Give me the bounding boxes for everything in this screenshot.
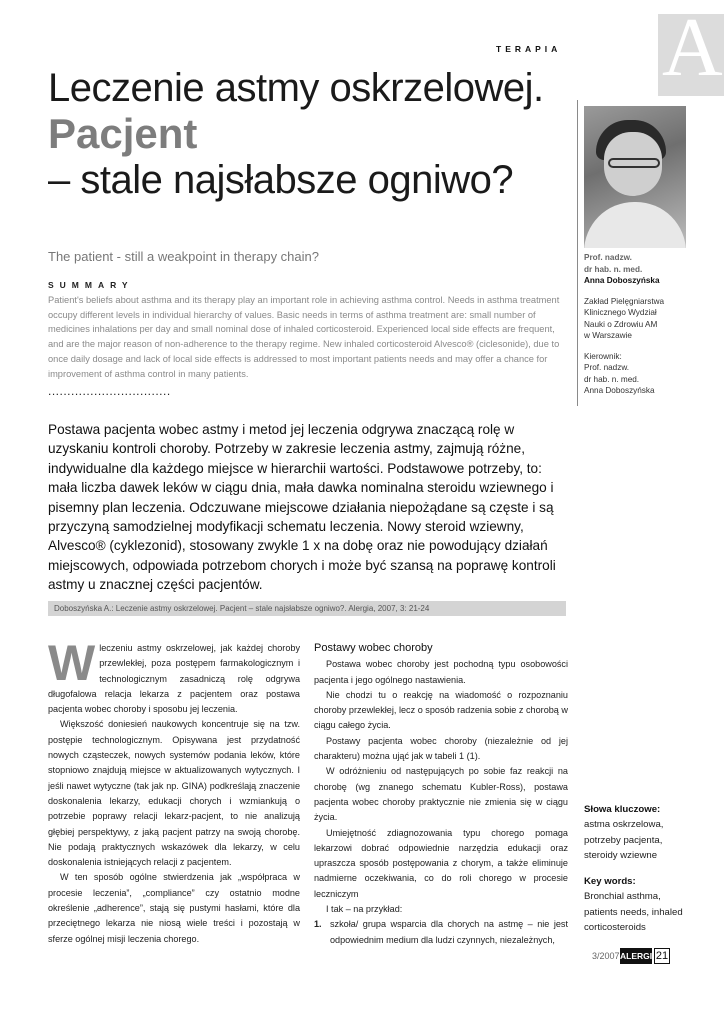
list-item (314, 917, 568, 948)
keywords-pl-heading: Słowa kluczowe: (584, 804, 661, 815)
author-photo (584, 106, 686, 248)
body-paragraph: Umiejętność zdiagnozowania typu chorego pomaga lekarzowi dobrać odpowiednie narzędzia edukacji oraz upraszcza sposób postępowania z chorym, a także eliminuje nadmierne oczekiwania, co do roli chorego w procesie leczniczym (314, 827, 568, 899)
keyword: Bronchial asthma, (584, 891, 661, 903)
sidebar-divider (577, 100, 578, 406)
issue-number: 3/2007 (592, 951, 620, 961)
page-number: 21 (655, 950, 669, 962)
head-label: Kierownik: (584, 351, 622, 361)
section-letter: A (662, 14, 723, 94)
author-title-2: dr hab. n. med. (584, 264, 643, 274)
author-name: Anna Doboszyńska (584, 276, 660, 285)
title-line-1: Leczenie astmy oskrzelowej. (48, 66, 544, 110)
photo-glasses (608, 158, 660, 168)
body-paragraph: Nie chodzi tu o reakcję na wiadomość o rozpoznaniu choroby przewlekłej, lecz o sposób radzenia sobie z chorobą w ciągu całego życia. (314, 689, 568, 731)
summary-dots: ................................ (48, 384, 171, 398)
affiliation-line: Klinicznego Wydział (584, 308, 657, 317)
keywords-box (584, 802, 694, 935)
body-column-2 (314, 641, 568, 948)
list-number: 1. (314, 919, 322, 930)
title-line-3: – stale najsłabsze ogniwo? (48, 158, 514, 202)
body-paragraph: Większość doniesień naukowych koncentruje się na tzw. postępie technologicznym. Opisywana jest przydatność nowych cząsteczek, nowych systemów podania leków, które stopniowo znajdują miejsce w aktualizowanych wytycznych. I jeśli nawet wytyczne (tak jak np. GINA) podkreślają znaczenie doskonalenia lekarzy, edukacji chorych i wzmiankują o potrzebie poprawy relacji lekarz-pacjent, to nie analizują głębiej perspektywy, z jaką pacjent patrzy na swoją chorobę. Nie podają praktycznych wskazówek dla lekarzy, w celu doskonalenia istniejących relacji z pacjentem. (48, 719, 300, 868)
citation-bar: Doboszyńska A.: Leczenie astmy oskrzelowej. Pacjent – stale najsłabsze ogniwo?. Alergia, 2007, 3: 21-24 (48, 601, 566, 616)
page-footer (584, 948, 686, 964)
affiliation-line: Zakład Pielęgniarstwa (584, 296, 665, 306)
keyword: potrzeby pacjenta, (584, 834, 663, 846)
head-line: Prof. nadzw. (584, 363, 630, 372)
section-heading: Postawy wobec choroby (314, 642, 433, 654)
head-line: Anna Doboszyńska (584, 386, 655, 395)
article-title (48, 68, 568, 200)
keyword: corticosteroids (584, 922, 646, 934)
affiliation-line: Nauki o Zdrowiu AM (584, 319, 658, 329)
lead-paragraph: Postawa pacjenta wobec astmy i metod jej leczenia odgrywa znaczącą rolę w uzyskaniu kontroli choroby. Potrzeby w zakresie leczenia astmy, zajmują różne, indywidualne dla każdego miejsce w hierarchii wartości. Podstawowe potrzeby, to: mała liczba dawek leków w ciągu dnia, mała dawka nominalna steroidu wziewnego i pisemny plan leczenia. Odczuwane miejscowe działania niepożądane są częste i są przyczyną samodzielnej modyfikacji schematu leczenia. Nowy steroid wziewny, Alvesco® (cyklezonid), stosowany zwykle 1 x na dobę oraz nie powodujący działań miejscowych, odpowiada potrzebom chorych i może być szansą na poprawę kontroli astmy u znacznej części pacjentów. (48, 422, 556, 593)
keywords-en-heading: Key words: (584, 876, 636, 888)
journal-badge: ALERGIA (620, 948, 652, 964)
body-paragraph: W ten sposób ogólne stwierdzenia jak „współpraca w procesie leczenia”, „compliance” czy ostatnio modne określenie „adherence”, stają się pustymi hasłami, które dla przeciętnego lekarza nie niosą wiele treści i pozostają w sferze ogólnej misji leczenia chorego. (48, 872, 300, 944)
photo-body (584, 202, 686, 248)
body-paragraph: leczeniu astmy oskrzelowej, jak każdej choroby przewlekłej, poza postępem farmakologicznym i technologicznym zasadniczą rolę odgrywa długofalowa relacja lekarza z pacjentem oraz postawa pacjenta wobec choroby i sposobu jej leczenia. (48, 643, 300, 715)
body-paragraph: W odróżnieniu od następujących po sobie faz reakcji na chorobę (wg znanego schematu Kubler-Ross), postawa pacjenta wobec choroby praktycznie nie zmienia się w ciągu życia. (314, 766, 568, 823)
summary-heading: SUMMARY (48, 280, 134, 290)
keyword: astma oskrzelowa, (584, 819, 664, 831)
body-column-1 (48, 635, 300, 947)
head-line: dr hab. n. med. (584, 374, 640, 384)
keyword: steroidy wziewne (584, 849, 658, 861)
summary-text: Patient's beliefs about asthma and its therapy play an important role in achieving asthma control. Needs in asthma treatment occupy different levels in individual hierarchy of values. Basic needs in terms of asthma treatment are: small number of medicines inhalations per day and small nominal dose of inhaled corticosteroid. Experienced local side effects are frequent, and are the major reason of non-adherence to the therapy regime. New inhaled corticosteroid Alvesco® (ciclesonide), due to once daily dosage and lack of local side effects is addressed to most important patients needs and may offer a chance for improvement of asthma control in many patients. (48, 295, 560, 379)
body-paragraph: Postawy pacjenta wobec choroby (niezależnie od jej charakteru) można ująć jak w tabeli 1 (1). (314, 735, 568, 762)
section-label: TERAPIA (496, 44, 562, 54)
section-corner-tab (658, 14, 724, 96)
keyword: patients needs, inhaled (584, 906, 683, 918)
title-line-2: Pacjent (48, 110, 198, 157)
author-info (584, 252, 694, 397)
author-title-1: Prof. nadzw. (584, 253, 632, 262)
affiliation-line: w Warszawie (584, 331, 632, 340)
english-subtitle: The patient - still a weakpoint in therapy chain? (48, 249, 319, 264)
body-paragraph: I tak – na przykład: (326, 904, 403, 915)
drop-cap: W (48, 635, 96, 691)
body-paragraph: Postawa wobec choroby jest pochodną typu osobowości pacjenta i jego ogólnego nastawienia. (314, 659, 568, 685)
list-item-text: szkoła/ grupa wsparcia dla chorych na astmę – nie jest odpowiednim medium dla ludzi czynnych, niezależnych, (330, 919, 568, 945)
